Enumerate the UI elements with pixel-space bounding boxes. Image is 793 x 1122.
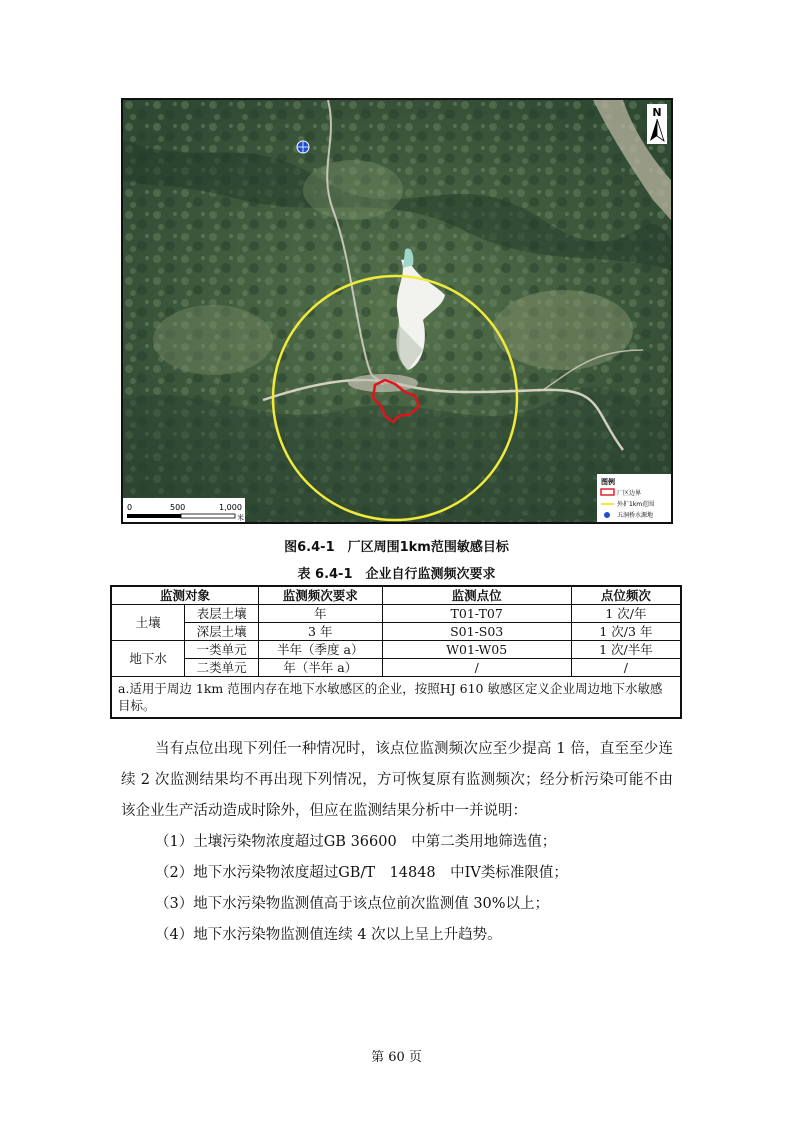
- scale-tick-500: 500: [170, 503, 186, 512]
- monitoring-frequency-table: [110, 585, 682, 719]
- row-freq: 半年（季度 a）: [258, 641, 382, 659]
- header-monitoring-object: 监测对象: [111, 586, 258, 605]
- legend-title: 图例: [601, 478, 615, 486]
- row-freq: 年（半年 a）: [258, 659, 382, 677]
- row-points: /: [382, 659, 571, 677]
- north-arrow-icon: [647, 104, 667, 144]
- row-sub: 深层土壤: [185, 623, 259, 641]
- table-row: [111, 659, 681, 677]
- row-sub: 表层土壤: [185, 605, 259, 623]
- list-item: （1）土壤污染物浓度超过GB 36600 中第二类用地筛选值；: [155, 834, 557, 850]
- header-point-frequency: 点位频次: [571, 586, 681, 605]
- legend-item-plant-boundary: 厂区边界: [617, 490, 642, 497]
- row-sub: 二类单元: [185, 659, 259, 677]
- table-header-row: [111, 586, 681, 605]
- row-freq: 年: [258, 605, 382, 623]
- table-note-row: [111, 677, 681, 719]
- legend-item-buffer: 外扩1km范围: [617, 501, 655, 508]
- scale-bar: [123, 498, 245, 522]
- table-caption: 表 6.4-1 企业自行监测频次要求: [297, 567, 496, 582]
- list-item: （4）地下水污染物监测值连续 4 次以上呈上升趋势。: [155, 927, 502, 943]
- row-point-freq: 1 次/半年: [571, 641, 681, 659]
- row-freq: 3 年: [258, 623, 382, 641]
- table-row: [111, 605, 681, 623]
- group-soil: 土壤: [111, 605, 185, 641]
- map-image: [123, 100, 671, 522]
- group-groundwater: 地下水: [111, 641, 185, 677]
- legend-item-water-source: 五洞桥水源地: [617, 512, 654, 519]
- scale-unit: 米: [237, 514, 244, 522]
- row-point-freq: 1 次/3 年: [571, 623, 681, 641]
- table-row: [111, 623, 681, 641]
- row-point-freq: 1 次/年: [571, 605, 681, 623]
- row-points: S01-S03: [382, 623, 571, 641]
- row-points: W01-W05: [382, 641, 571, 659]
- row-points: T01-T07: [382, 605, 571, 623]
- scale-tick-0: 0: [127, 503, 133, 512]
- figure-caption: 图6.4-1 厂区周围1km范围敏感目标: [284, 540, 509, 555]
- header-frequency-requirement: 监测频次要求: [258, 586, 382, 605]
- page-number: 第 60 页: [371, 1050, 422, 1065]
- table-note: a.适用于周边 1km 范围内存在地下水敏感区的企业，按照HJ 610 敏感区定义企业周边地下水敏感目标。: [111, 677, 681, 719]
- water-source-marker: [297, 141, 309, 153]
- north-label: N: [652, 106, 662, 119]
- body-text: [121, 734, 673, 951]
- scale-tick-1000: 1,000: [219, 503, 242, 512]
- list-item: （3）地下水污染物监测值高于该点位前次监测值 30%以上；: [155, 896, 550, 912]
- header-monitoring-points: 监测点位: [382, 586, 571, 605]
- table-row: [111, 641, 681, 659]
- map-legend: [597, 474, 671, 522]
- body-paragraph: 当有点位出现下列任一种情况时，该点位监测频次应至少提高 1 倍，直至至少连续 2 次监测结果均不再出现下列情况，方可恢复原有监测频次；经分析污染可能不由该企业生产活动造成时除外，但应在监测结果分析中一并说明：: [121, 741, 673, 819]
- satellite-map: [121, 98, 673, 524]
- row-sub: 一类单元: [185, 641, 259, 659]
- list-item: （2）地下水污染物浓度超过GB/T 14848 中IV类标准限值；: [155, 865, 568, 881]
- row-point-freq: /: [571, 659, 681, 677]
